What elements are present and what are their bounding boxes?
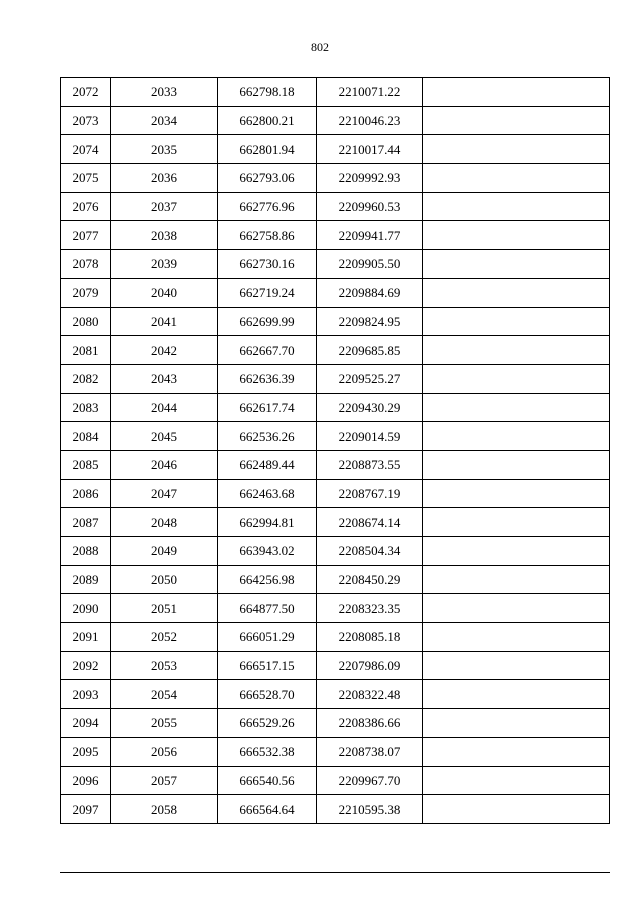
- note-cell: [423, 164, 610, 193]
- note-cell: [423, 336, 610, 365]
- point-number-cell: 2038: [111, 221, 218, 250]
- x-coordinate-cell: 662667.70: [218, 336, 317, 365]
- x-coordinate-cell: 666540.56: [218, 766, 317, 795]
- coordinates-table: [60, 77, 610, 824]
- table-row: [61, 450, 610, 479]
- x-coordinate-cell: 666532.38: [218, 737, 317, 766]
- table-row: [61, 106, 610, 135]
- y-coordinate-cell: 2208085.18: [317, 623, 423, 652]
- x-coordinate-cell: 662463.68: [218, 479, 317, 508]
- point-number-cell: 2057: [111, 766, 218, 795]
- note-cell: [423, 651, 610, 680]
- row-index-cell: 2081: [61, 336, 111, 365]
- point-number-cell: 2033: [111, 78, 218, 107]
- table-row: [61, 164, 610, 193]
- point-number-cell: 2045: [111, 422, 218, 451]
- note-cell: [423, 565, 610, 594]
- x-coordinate-cell: 666564.64: [218, 795, 317, 824]
- point-number-cell: 2040: [111, 278, 218, 307]
- x-coordinate-cell: 662489.44: [218, 450, 317, 479]
- y-coordinate-cell: 2207986.09: [317, 651, 423, 680]
- note-cell: [423, 795, 610, 824]
- note-cell: [423, 766, 610, 795]
- x-coordinate-cell: 664877.50: [218, 594, 317, 623]
- row-index-cell: 2090: [61, 594, 111, 623]
- row-index-cell: 2076: [61, 192, 111, 221]
- row-index-cell: 2094: [61, 709, 111, 738]
- note-cell: [423, 680, 610, 709]
- y-coordinate-cell: 2208873.55: [317, 450, 423, 479]
- note-cell: [423, 508, 610, 537]
- row-index-cell: 2095: [61, 737, 111, 766]
- table-row: [61, 680, 610, 709]
- row-index-cell: 2082: [61, 364, 111, 393]
- table-row: [61, 709, 610, 738]
- y-coordinate-cell: 2209525.27: [317, 364, 423, 393]
- x-coordinate-cell: 662636.39: [218, 364, 317, 393]
- row-index-cell: 2079: [61, 278, 111, 307]
- row-index-cell: 2092: [61, 651, 111, 680]
- table-row: [61, 508, 610, 537]
- note-cell: [423, 479, 610, 508]
- x-coordinate-cell: 666529.26: [218, 709, 317, 738]
- row-index-cell: 2085: [61, 450, 111, 479]
- note-cell: [423, 737, 610, 766]
- y-coordinate-cell: 2210071.22: [317, 78, 423, 107]
- y-coordinate-cell: 2208386.66: [317, 709, 423, 738]
- point-number-cell: 2051: [111, 594, 218, 623]
- y-coordinate-cell: 2210017.44: [317, 135, 423, 164]
- y-coordinate-cell: 2209960.53: [317, 192, 423, 221]
- table-row: [61, 393, 610, 422]
- footer-rule: [60, 872, 610, 873]
- table-row: [61, 422, 610, 451]
- note-cell: [423, 709, 610, 738]
- note-cell: [423, 192, 610, 221]
- x-coordinate-cell: 662994.81: [218, 508, 317, 537]
- point-number-cell: 2055: [111, 709, 218, 738]
- table-row: [61, 221, 610, 250]
- point-number-cell: 2042: [111, 336, 218, 365]
- x-coordinate-cell: 662536.26: [218, 422, 317, 451]
- x-coordinate-cell: 663943.02: [218, 537, 317, 566]
- table-row: [61, 278, 610, 307]
- y-coordinate-cell: 2209905.50: [317, 250, 423, 279]
- row-index-cell: 2074: [61, 135, 111, 164]
- x-coordinate-cell: 664256.98: [218, 565, 317, 594]
- point-number-cell: 2053: [111, 651, 218, 680]
- row-index-cell: 2084: [61, 422, 111, 451]
- page-number: 802: [311, 40, 329, 54]
- table-row: [61, 307, 610, 336]
- table-row: [61, 537, 610, 566]
- y-coordinate-cell: 2208450.29: [317, 565, 423, 594]
- note-cell: [423, 135, 610, 164]
- point-number-cell: 2041: [111, 307, 218, 336]
- table-row: [61, 594, 610, 623]
- table-row: [61, 250, 610, 279]
- y-coordinate-cell: 2209992.93: [317, 164, 423, 193]
- note-cell: [423, 250, 610, 279]
- note-cell: [423, 393, 610, 422]
- note-cell: [423, 450, 610, 479]
- x-coordinate-cell: 662699.99: [218, 307, 317, 336]
- y-coordinate-cell: 2209430.29: [317, 393, 423, 422]
- table-row: [61, 192, 610, 221]
- point-number-cell: 2058: [111, 795, 218, 824]
- point-number-cell: 2047: [111, 479, 218, 508]
- y-coordinate-cell: 2210595.38: [317, 795, 423, 824]
- y-coordinate-cell: 2208504.34: [317, 537, 423, 566]
- x-coordinate-cell: 662793.06: [218, 164, 317, 193]
- x-coordinate-cell: 666528.70: [218, 680, 317, 709]
- x-coordinate-cell: 666517.15: [218, 651, 317, 680]
- table-row: [61, 737, 610, 766]
- point-number-cell: 2034: [111, 106, 218, 135]
- x-coordinate-cell: 662801.94: [218, 135, 317, 164]
- table-row: [61, 766, 610, 795]
- note-cell: [423, 278, 610, 307]
- note-cell: [423, 537, 610, 566]
- x-coordinate-cell: 662798.18: [218, 78, 317, 107]
- row-index-cell: 2089: [61, 565, 111, 594]
- note-cell: [423, 594, 610, 623]
- row-index-cell: 2088: [61, 537, 111, 566]
- table-row: [61, 135, 610, 164]
- y-coordinate-cell: 2208323.35: [317, 594, 423, 623]
- point-number-cell: 2050: [111, 565, 218, 594]
- point-number-cell: 2048: [111, 508, 218, 537]
- row-index-cell: 2075: [61, 164, 111, 193]
- x-coordinate-cell: 662800.21: [218, 106, 317, 135]
- point-number-cell: 2036: [111, 164, 218, 193]
- y-coordinate-cell: 2209824.95: [317, 307, 423, 336]
- point-number-cell: 2037: [111, 192, 218, 221]
- row-index-cell: 2080: [61, 307, 111, 336]
- note-cell: [423, 422, 610, 451]
- x-coordinate-cell: 662776.96: [218, 192, 317, 221]
- table-row: [61, 479, 610, 508]
- y-coordinate-cell: 2208738.07: [317, 737, 423, 766]
- table-row: [61, 364, 610, 393]
- point-number-cell: 2049: [111, 537, 218, 566]
- y-coordinate-cell: 2208767.19: [317, 479, 423, 508]
- x-coordinate-cell: 662617.74: [218, 393, 317, 422]
- note-cell: [423, 106, 610, 135]
- y-coordinate-cell: 2208674.14: [317, 508, 423, 537]
- point-number-cell: 2039: [111, 250, 218, 279]
- point-number-cell: 2054: [111, 680, 218, 709]
- row-index-cell: 2072: [61, 78, 111, 107]
- note-cell: [423, 623, 610, 652]
- x-coordinate-cell: 662758.86: [218, 221, 317, 250]
- y-coordinate-cell: 2209014.59: [317, 422, 423, 451]
- x-coordinate-cell: 662730.16: [218, 250, 317, 279]
- table-row: [61, 651, 610, 680]
- row-index-cell: 2078: [61, 250, 111, 279]
- row-index-cell: 2073: [61, 106, 111, 135]
- table-row: [61, 78, 610, 107]
- point-number-cell: 2035: [111, 135, 218, 164]
- point-number-cell: 2046: [111, 450, 218, 479]
- x-coordinate-cell: 662719.24: [218, 278, 317, 307]
- row-index-cell: 2093: [61, 680, 111, 709]
- table-body: [61, 78, 610, 824]
- note-cell: [423, 307, 610, 336]
- row-index-cell: 2091: [61, 623, 111, 652]
- row-index-cell: 2087: [61, 508, 111, 537]
- row-index-cell: 2096: [61, 766, 111, 795]
- point-number-cell: 2043: [111, 364, 218, 393]
- y-coordinate-cell: 2209941.77: [317, 221, 423, 250]
- table-row: [61, 565, 610, 594]
- note-cell: [423, 78, 610, 107]
- row-index-cell: 2097: [61, 795, 111, 824]
- row-index-cell: 2086: [61, 479, 111, 508]
- table-row: [61, 623, 610, 652]
- point-number-cell: 2056: [111, 737, 218, 766]
- x-coordinate-cell: 666051.29: [218, 623, 317, 652]
- row-index-cell: 2083: [61, 393, 111, 422]
- table-row: [61, 795, 610, 824]
- table-row: [61, 336, 610, 365]
- point-number-cell: 2052: [111, 623, 218, 652]
- y-coordinate-cell: 2209884.69: [317, 278, 423, 307]
- note-cell: [423, 221, 610, 250]
- y-coordinate-cell: 2210046.23: [317, 106, 423, 135]
- y-coordinate-cell: 2208322.48: [317, 680, 423, 709]
- y-coordinate-cell: 2209685.85: [317, 336, 423, 365]
- row-index-cell: 2077: [61, 221, 111, 250]
- point-number-cell: 2044: [111, 393, 218, 422]
- note-cell: [423, 364, 610, 393]
- y-coordinate-cell: 2209967.70: [317, 766, 423, 795]
